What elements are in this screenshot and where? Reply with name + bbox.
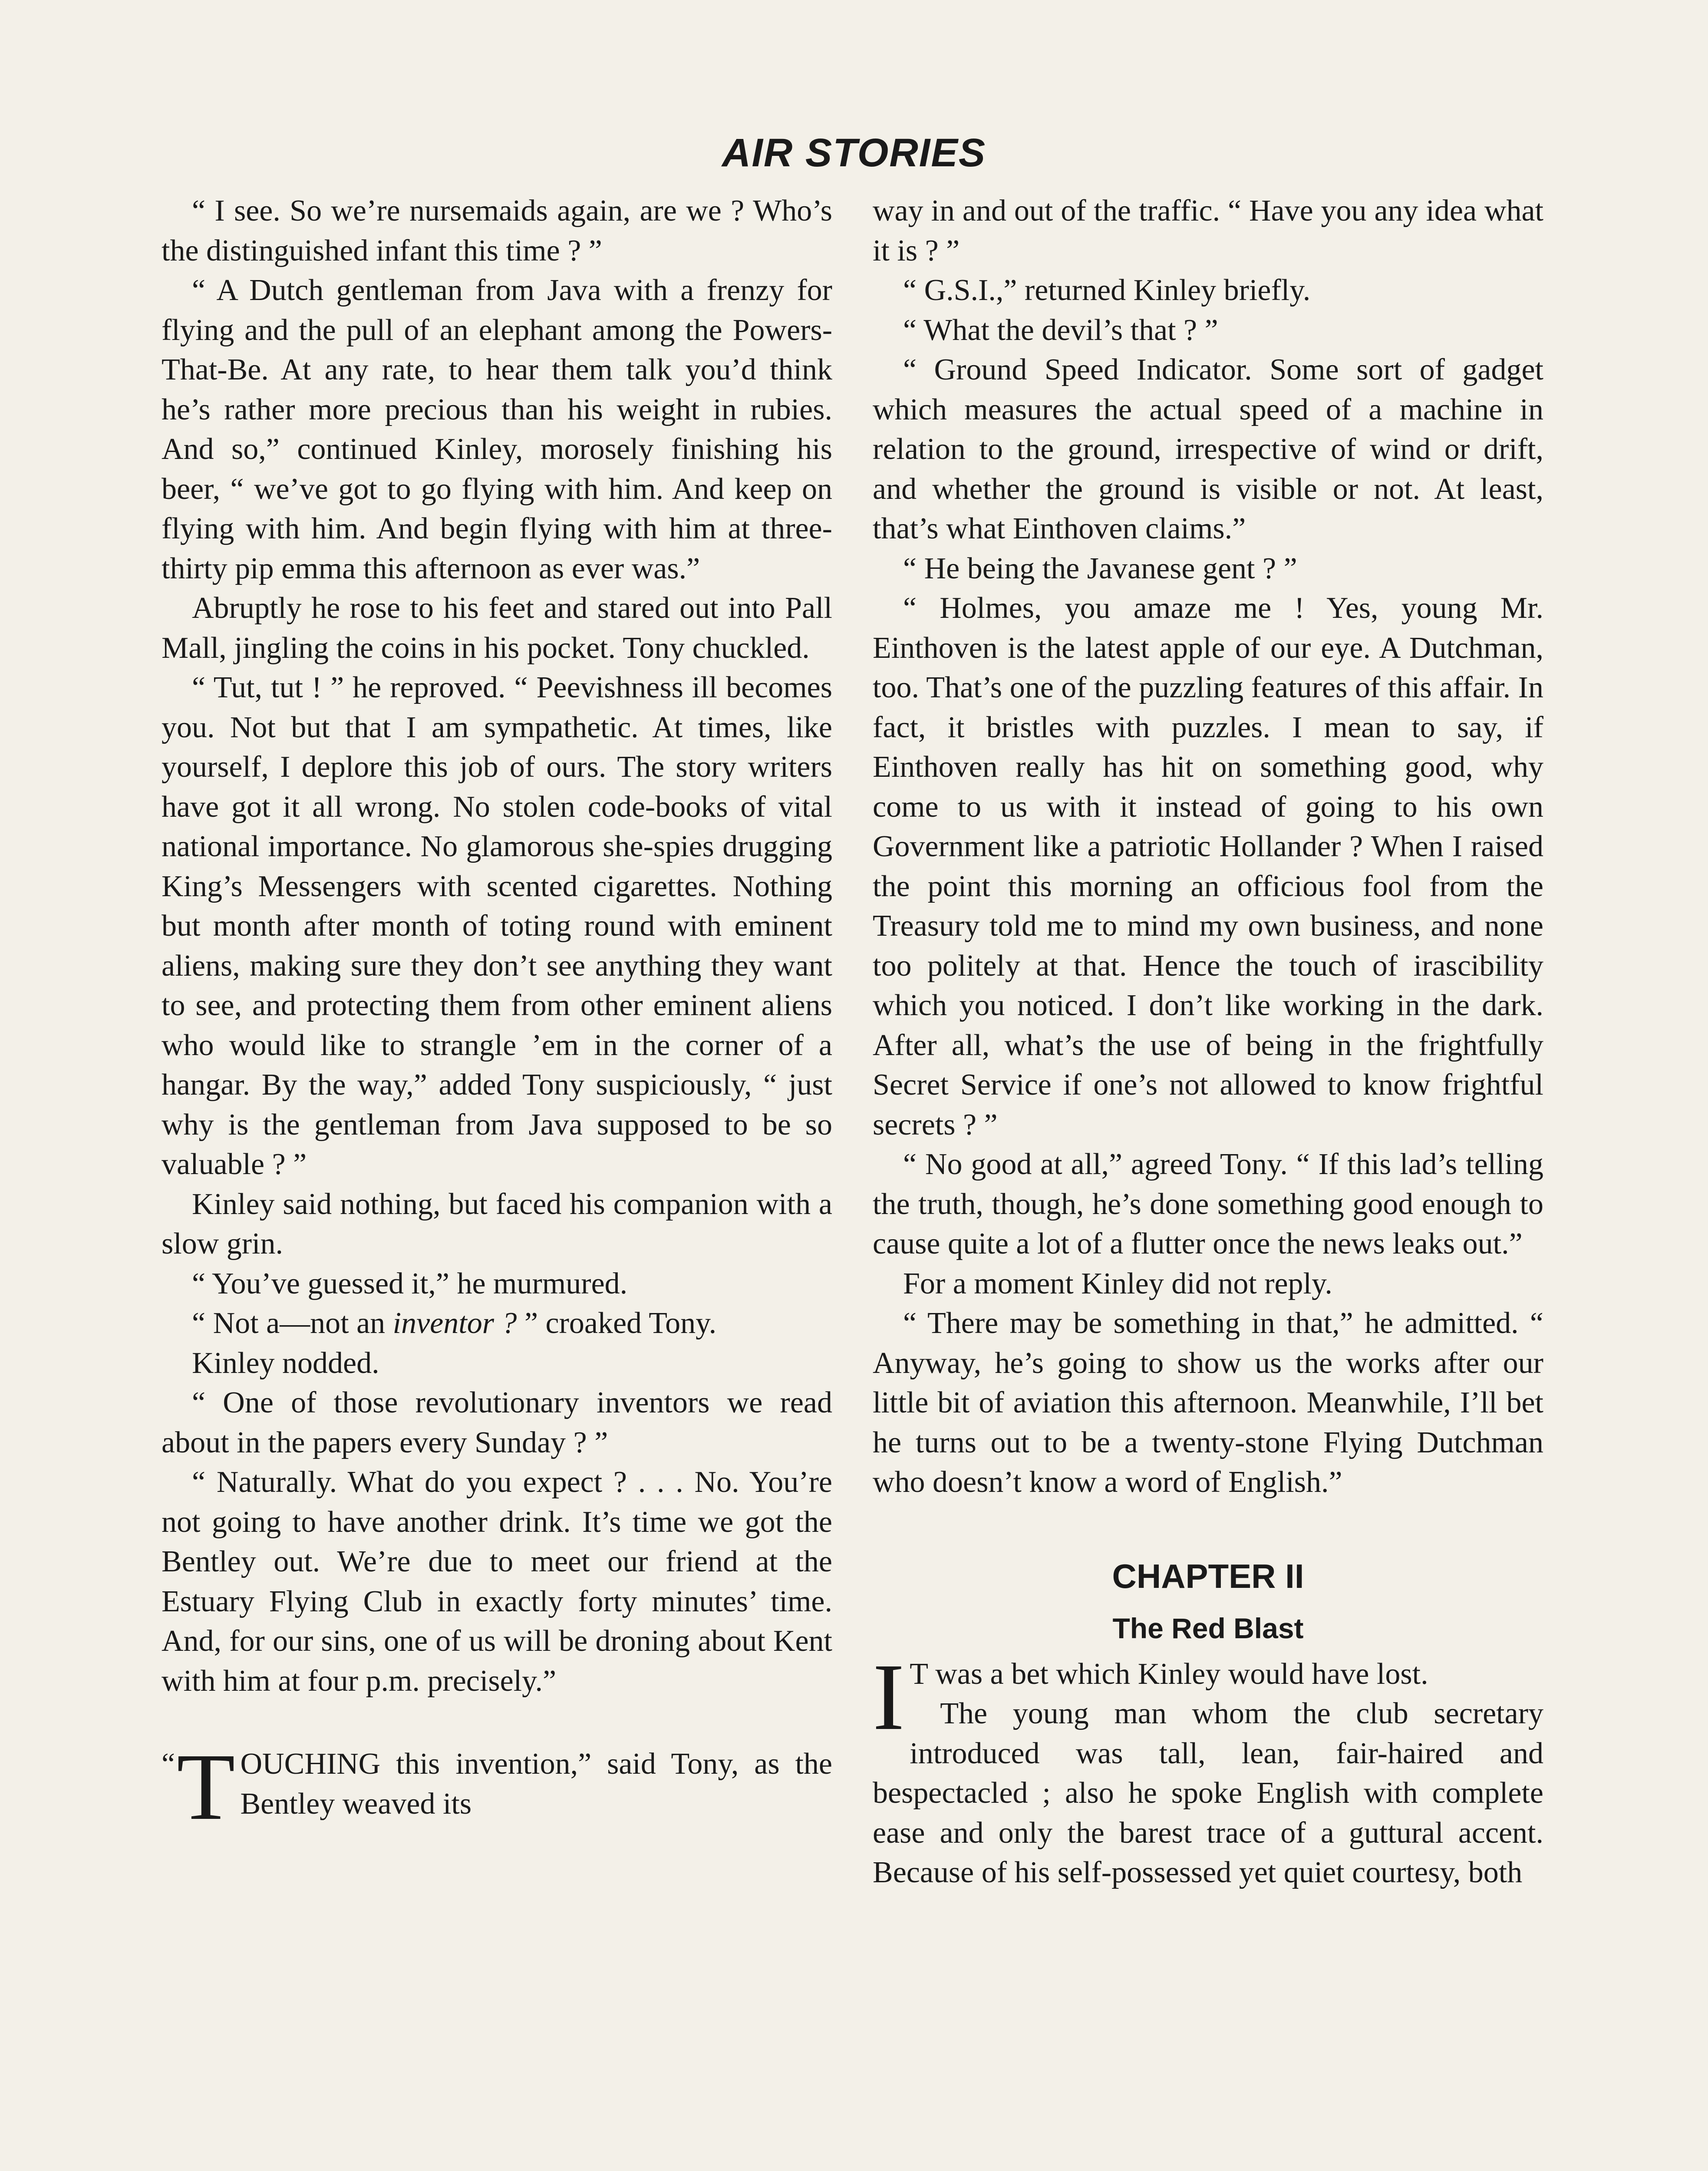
paragraph: Kinley nodded.: [192, 1346, 379, 1380]
paragraph: “ G.S.I.,” returned Kinley briefly.: [903, 274, 1311, 307]
open-quote: “: [162, 1747, 175, 1781]
paragraph: “ He being the Javanese gent ? ”: [903, 551, 1297, 585]
drop-cap-letter: T: [177, 1734, 235, 1840]
paragraph: “ What the devil’s that ? ”: [903, 313, 1218, 347]
paragraph: [162, 1303, 832, 1343]
paragraph: For a moment Kinley did not reply.: [903, 1267, 1332, 1300]
right-column: [873, 191, 1543, 1893]
paragraph: “ You’ve guessed it,” he murmured.: [192, 1267, 628, 1300]
dropcap-paragraph: [873, 1643, 1543, 1750]
paragraph: Abruptly he rose to his feet and stared out into Pall Mall, jingling the coins in his pocket. Tony chuckled.: [162, 591, 832, 665]
dropcap-paragraph: [162, 1734, 832, 1840]
text-run: “ Not a—not an: [192, 1307, 393, 1340]
chapter-heading: CHAPTER II: [1112, 1557, 1304, 1595]
paragraph: “ A Dutch gentleman from Java with a frenzy for flying and the pull of an elephant among the Powers-That-Be. At any rate, to hear them talk you’d think he’s rather more precious than his weight in rubies. And so,” continued Kinley, morosely finishing his beer, “ we’ve got to go flying with him. And keep on flying with him. And begin flying with him at three-thirty pip emma this afternoon as ever was.”: [162, 274, 832, 585]
paragraph: “ One of those revolutionary inventors we read about in the papers every Sunday ? ”: [162, 1386, 832, 1459]
chapter-subtitle: The Red Blast: [1112, 1612, 1304, 1644]
paragraph: The young man whom the club secretary introduced was tall, lean, fair-haired and bespectacled ; also he spoke English with complete ease and only the barest trace of a guttural accent. Because of his self-possessed yet quiet courtesy, both: [873, 1697, 1543, 1889]
paragraph: Kinley said nothing, but faced his companion with a slow grin.: [162, 1187, 832, 1260]
paragraph: “ Tut, tut ! ” he reproved. “ Peevishness ill becomes you. Not but that I am sympathetic. At times, like yourself, I deplore this job of ours. The story writers have got it all wrong. No stolen code-books of vital national importance. No glamorous she-spies drugging King’s Messengers with scented cigarettes. Nothing but month after month of toting round with eminent aliens, making sure they don’t see anything they want to see, and protecting them from other eminent aliens who would like to strangle ’em in the corner of a hangar. By the way,” added Tony suspiciously, “ just why is the gentleman from Java supposed to be so valuable ? ”: [162, 671, 832, 1181]
left-column: [162, 191, 832, 1840]
paragraph: “ There may be something in that,” he admitted. “ Anyway, he’s going to show us the works after our little bit of aviation this afternoon. Meanwhile, I’ll bet he turns out to be a twenty-stone Flying Dutchman who doesn’t know a word of English.”: [873, 1307, 1543, 1499]
paragraph: “ Naturally. What do you expect ? . . . No. You’re not going to have another drink. It’s time we got the Bentley out. We’re due to meet our friend at the Estuary Flying Club in exactly forty minutes’ time. And, for our sins, one of us will be droning about Kent with him at four p.m. precisely.”: [162, 1465, 832, 1698]
text-run: ” croaked Tony.: [517, 1307, 717, 1340]
italic-word: inventor ?: [392, 1307, 517, 1340]
paragraph: “ Holmes, you amaze me ! Yes, young Mr. Einthoven is the latest apple of our eye. A Dutchman, too. That’s one of the puzzling features of this affair. In fact, it bristles with puzzles. I mean to say, if Einthoven really has hit on something good, why come to us with it instead of going to his own Government like a patriotic Hollander ? When I raised the point this morning an officious fool from the Treasury told me to mind my own business, and none too politely at that. Hence the touch of irascibility which you noticed. I don’t like working in the dark. After all, what’s the use of being in the frightfully Secret Service if one’s not allowed to know frightful secrets ? ”: [873, 591, 1543, 1142]
paragraph: “ Ground Speed Indicator. Some sort of gadget which measures the actual speed of a machine in relation to the ground, irrespective of wind or drift, and whether the ground is visible or not. At least, that’s what Einthoven claims.”: [873, 353, 1543, 545]
paragraph: “ I see. So we’re nursemaids again, are we ? Who’s the distinguished infant this time ? ”: [162, 194, 832, 267]
drop-cap-letter: I: [873, 1643, 905, 1750]
text-run: OUCHING this invention,” said Tony, as the Bentley weaved its: [240, 1747, 832, 1821]
paragraph: way in and out of the traffic. “ Have you any idea what it is ? ”: [873, 194, 1543, 267]
running-header: AIR STORIES: [722, 131, 986, 175]
paragraph: “ No good at all,” agreed Tony. “ If this lad’s telling the truth, though, he’s done something good enough to cause quite a lot of a flutter once the news leaks out.”: [873, 1148, 1543, 1260]
text-run: T was a bet which Kinley would have lost.: [910, 1657, 1428, 1691]
